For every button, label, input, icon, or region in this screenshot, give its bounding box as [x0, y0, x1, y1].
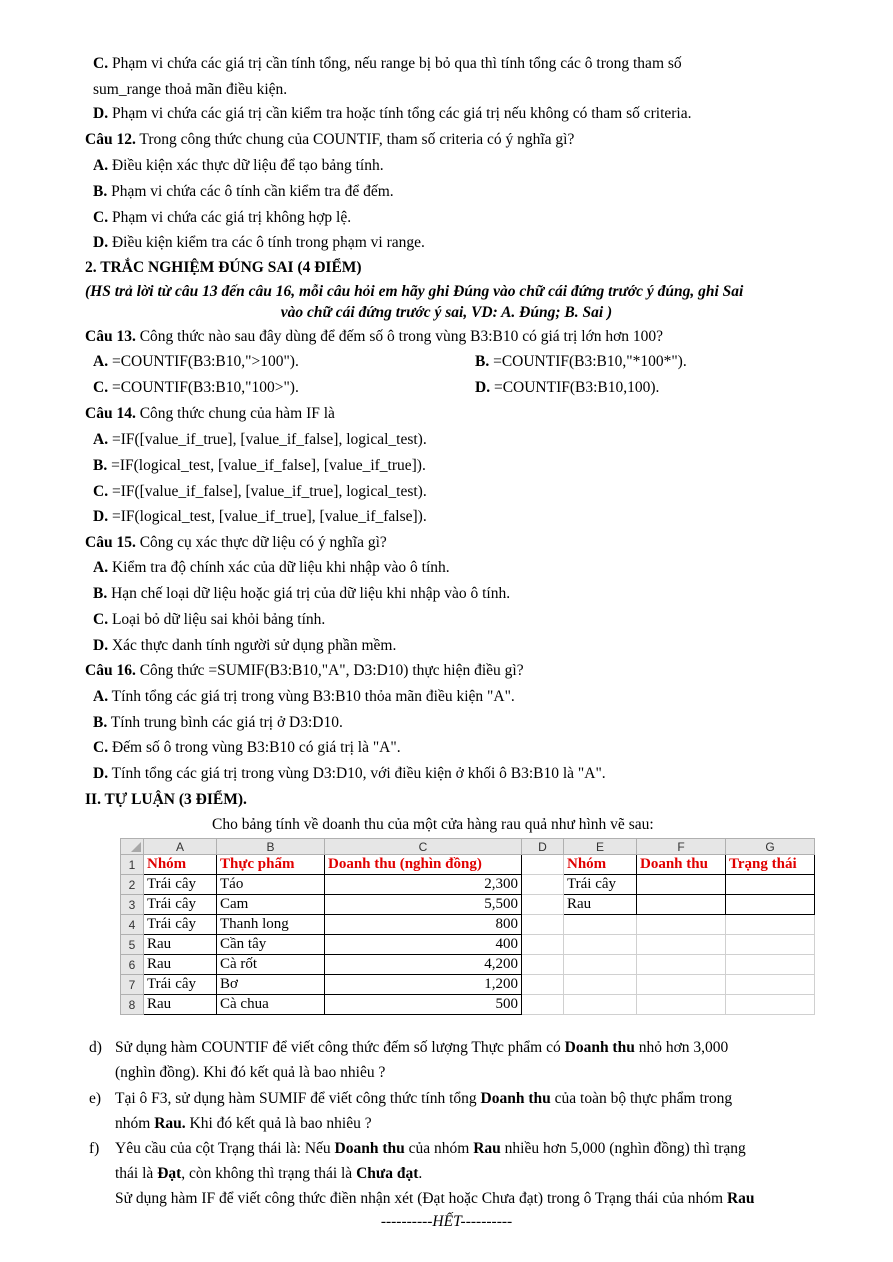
column-header-g[interactable]: G — [726, 839, 815, 855]
essay-e-label: e) — [89, 1090, 102, 1107]
cell-g2[interactable] — [726, 875, 815, 895]
sheet-row — [121, 975, 815, 995]
cell-c4[interactable]: 800 — [325, 915, 522, 935]
q15-option-b: B. Hạn chế loại dữ liệu hoặc giá trị của dữ liệu khi nhập vào ô tính. — [93, 585, 511, 602]
row-header[interactable]: 7 — [121, 975, 144, 995]
sheet-row — [121, 895, 815, 915]
cell-c6[interactable]: 4,200 — [325, 955, 522, 975]
cell-c8[interactable]: 500 — [325, 995, 522, 1015]
end-marker: ----------HẾT---------- — [380, 1213, 513, 1230]
cell-b2[interactable]: Táo — [217, 875, 325, 895]
q15-question: Câu 15. Công cụ xác thực dữ liệu có ý nghĩa gì? — [85, 534, 387, 551]
cell-a7[interactable]: Trái cây — [144, 975, 217, 995]
row-header[interactable]: 5 — [121, 935, 144, 955]
q12-option-a: A. Điều kiện xác thực dữ liệu để tạo bảng tính. — [93, 157, 384, 174]
essay-f-line1: Yêu cầu của cột Trạng thái là: Nếu Doanh thu của nhóm Rau nhiều hơn 5,000 (nghìn đồng) thì trạng — [115, 1140, 746, 1157]
q13-option-c: C. =COUNTIF(B3:B10,"100>"). — [93, 379, 299, 396]
cell-e3[interactable]: Rau — [564, 895, 637, 915]
q14-option-b: B. =IF(logical_test, [value_if_false], [value_if_true]). — [93, 457, 426, 474]
cell-c5[interactable]: 400 — [325, 935, 522, 955]
sheet-row — [121, 995, 815, 1015]
cell-a6[interactable]: Rau — [144, 955, 217, 975]
cell-f1[interactable]: Doanh thu — [637, 855, 726, 875]
cell-a5[interactable]: Rau — [144, 935, 217, 955]
q13-question: Câu 13. Công thức nào sau đây dùng để đếm số ô trong vùng B3:B10 có giá trị lớn hơn 100? — [85, 328, 664, 345]
column-header-e[interactable]: E — [564, 839, 637, 855]
cell-e5[interactable] — [564, 935, 637, 955]
row-header[interactable]: 6 — [121, 955, 144, 975]
sheet-row — [121, 955, 815, 975]
cell-e4[interactable] — [564, 915, 637, 935]
row-header[interactable]: 2 — [121, 875, 144, 895]
q14-option-a: A. =IF([value_if_true], [value_if_false], logical_test). — [93, 431, 427, 448]
column-header-f[interactable]: F — [637, 839, 726, 855]
sheet-row — [121, 855, 815, 875]
cell-e7[interactable] — [564, 975, 637, 995]
q16-option-c: C. Đếm số ô trong vùng B3:B10 có giá trị là "A". — [93, 739, 401, 756]
spreadsheet — [120, 838, 815, 1015]
section3-heading: II. TỰ LUẬN (3 ĐIỂM). — [85, 791, 247, 808]
cell-d7[interactable] — [522, 975, 564, 995]
q16-option-a: A. Tính tổng các giá trị trong vùng B3:B10 thỏa mãn điều kiện "A". — [93, 688, 515, 705]
column-header-a[interactable]: A — [144, 839, 217, 855]
cell-b7[interactable]: Bơ — [217, 975, 325, 995]
q11-option-d: D. Phạm vi chứa các giá trị cần kiểm tra hoặc tính tổng các giá trị nếu không có tham số criteria. — [93, 105, 692, 122]
select-all-corner[interactable] — [121, 839, 144, 855]
cell-b5[interactable]: Cần tây — [217, 935, 325, 955]
cell-g4[interactable] — [726, 915, 815, 935]
q12-option-d: D. Điều kiện kiểm tra các ô tính trong phạm vi range. — [93, 234, 425, 251]
sheet-row — [121, 915, 815, 935]
q16-question: Câu 16. Công thức =SUMIF(B3:B10,"A", D3:D10) thực hiện điều gì? — [85, 662, 524, 679]
cell-a1[interactable]: Nhóm — [144, 855, 217, 875]
cell-c3[interactable]: 5,500 — [325, 895, 522, 915]
sheet-row — [121, 875, 815, 895]
cell-a3[interactable]: Trái cây — [144, 895, 217, 915]
section2-instruction-line2: vào chữ cái đứng trước ý sai, VD: A. Đúng; B. Sai ) — [280, 304, 613, 321]
cell-d4[interactable] — [522, 915, 564, 935]
row-header[interactable]: 4 — [121, 915, 144, 935]
section2-heading: 2. TRẮC NGHIỆM ĐÚNG SAI (4 ĐIỂM) — [85, 259, 362, 276]
q14-option-d: D. =IF(logical_test, [value_if_true], [value_if_false]). — [93, 508, 427, 525]
cell-f6[interactable] — [637, 955, 726, 975]
cell-c1[interactable]: Doanh thu (nghìn đồng) — [325, 855, 522, 875]
essay-e-line2: nhóm Rau. Khi đó kết quả là bao nhiêu ? — [115, 1115, 372, 1132]
q13-option-a: A. =COUNTIF(B3:B10,">100"). — [93, 353, 299, 370]
column-header-b[interactable]: B — [217, 839, 325, 855]
essay-e-line1: Tại ô F3, sử dụng hàm SUMIF để viết công thức tính tổng Doanh thu của toàn bộ thực phẩm trong — [115, 1090, 733, 1107]
q12-option-b: B. Phạm vi chứa các ô tính cần kiểm tra để đếm. — [93, 183, 394, 200]
section3-intro: Cho bảng tính về doanh thu của một cửa hàng rau quả như hình vẽ sau: — [212, 816, 654, 833]
cell-g8[interactable] — [726, 995, 815, 1015]
q11-option-c-cont: sum_range thoả mãn điều kiện. — [93, 81, 288, 98]
cell-d2[interactable] — [522, 875, 564, 895]
cell-b4[interactable]: Thanh long — [217, 915, 325, 935]
q13-option-b: B. =COUNTIF(B3:B10,"*100*"). — [475, 353, 687, 370]
q12-question: Câu 12. Trong công thức chung của COUNTIF, tham số criteria có ý nghĩa gì? — [85, 131, 575, 148]
cell-d8[interactable] — [522, 995, 564, 1015]
q15-option-a: A. Kiểm tra độ chính xác của dữ liệu khi nhập vào ô tính. — [93, 559, 450, 576]
q14-question: Câu 14. Công thức chung của hàm IF là — [85, 405, 335, 422]
row-header[interactable]: 3 — [121, 895, 144, 915]
cell-f5[interactable] — [637, 935, 726, 955]
essay-f-label: f) — [89, 1140, 100, 1157]
cell-d1[interactable] — [522, 855, 564, 875]
q15-option-d: D. Xác thực danh tính người sử dụng phần mềm. — [93, 637, 397, 654]
essay-f-line2: thái là Đạt, còn không thì trạng thái là Chưa đạt. — [115, 1165, 423, 1182]
cell-g7[interactable] — [726, 975, 815, 995]
q13-option-d: D. =COUNTIF(B3:B10,100). — [475, 379, 660, 396]
cell-f4[interactable] — [637, 915, 726, 935]
column-header-row — [121, 839, 815, 855]
cell-e8[interactable] — [564, 995, 637, 1015]
q11-option-c: C. Phạm vi chứa các giá trị cần tính tổng, nếu range bị bỏ qua thì tính tổng các ô trong tham số — [93, 55, 682, 72]
cell-f8[interactable] — [637, 995, 726, 1015]
cell-a2[interactable]: Trái cây — [144, 875, 217, 895]
cell-d3[interactable] — [522, 895, 564, 915]
cell-f7[interactable] — [637, 975, 726, 995]
essay-d-label: d) — [89, 1039, 102, 1056]
row-header[interactable]: 1 — [121, 855, 144, 875]
cell-g3[interactable] — [726, 895, 815, 915]
cell-a8[interactable]: Rau — [144, 995, 217, 1015]
q16-option-b: B. Tính trung bình các giá trị ở D3:D10. — [93, 714, 343, 731]
sheet-row — [121, 935, 815, 955]
cell-b8[interactable]: Cà chua — [217, 995, 325, 1015]
cell-d6[interactable] — [522, 955, 564, 975]
cell-b3[interactable]: Cam — [217, 895, 325, 915]
q12-option-c: C. Phạm vi chứa các giá trị không hợp lệ. — [93, 209, 352, 226]
essay-d-line1: Sử dụng hàm COUNTIF để viết công thức đếm số lượng Thực phẩm có Doanh thu nhỏ hơn 3,000 — [115, 1039, 729, 1056]
essay-f-line3: Sử dụng hàm IF để viết công thức điền nhận xét (Đạt hoặc Chưa đạt) trong ô Trạng thái của nhóm Rau — [115, 1190, 755, 1207]
cell-g5[interactable] — [726, 935, 815, 955]
cell-d5[interactable] — [522, 935, 564, 955]
essay-d-line2: (nghìn đồng). Khi đó kết quả là bao nhiêu ? — [115, 1064, 386, 1081]
cell-c7[interactable]: 1,200 — [325, 975, 522, 995]
cell-f3[interactable] — [637, 895, 726, 915]
q15-option-c: C. Loại bỏ dữ liệu sai khỏi bảng tính. — [93, 611, 326, 628]
section2-instruction-line1: (HS trả lời từ câu 13 đến câu 16, mỗi câu hỏi em hãy ghi Đúng vào chữ cái đứng trước ý đúng, ghi Sai — [85, 283, 744, 300]
cell-e1[interactable]: Nhóm — [564, 855, 637, 875]
cell-a4[interactable]: Trái cây — [144, 915, 217, 935]
q14-option-c: C. =IF([value_if_false], [value_if_true], logical_test). — [93, 483, 427, 500]
cell-e2[interactable]: Trái cây — [564, 875, 637, 895]
column-header-d[interactable]: D — [522, 839, 564, 855]
cell-e6[interactable] — [564, 955, 637, 975]
cell-g6[interactable] — [726, 955, 815, 975]
cell-c2[interactable]: 2,300 — [325, 875, 522, 895]
cell-b6[interactable]: Cà rốt — [217, 955, 325, 975]
cell-g1[interactable]: Trạng thái — [726, 855, 815, 875]
column-header-c[interactable]: C — [325, 839, 522, 855]
cell-f2[interactable] — [637, 875, 726, 895]
row-header[interactable]: 8 — [121, 995, 144, 1015]
cell-b1[interactable]: Thực phẩm — [217, 855, 325, 875]
q16-option-d: D. Tính tổng các giá trị trong vùng D3:D10, với điều kiện ở khối ô B3:B10 là "A". — [93, 765, 606, 782]
